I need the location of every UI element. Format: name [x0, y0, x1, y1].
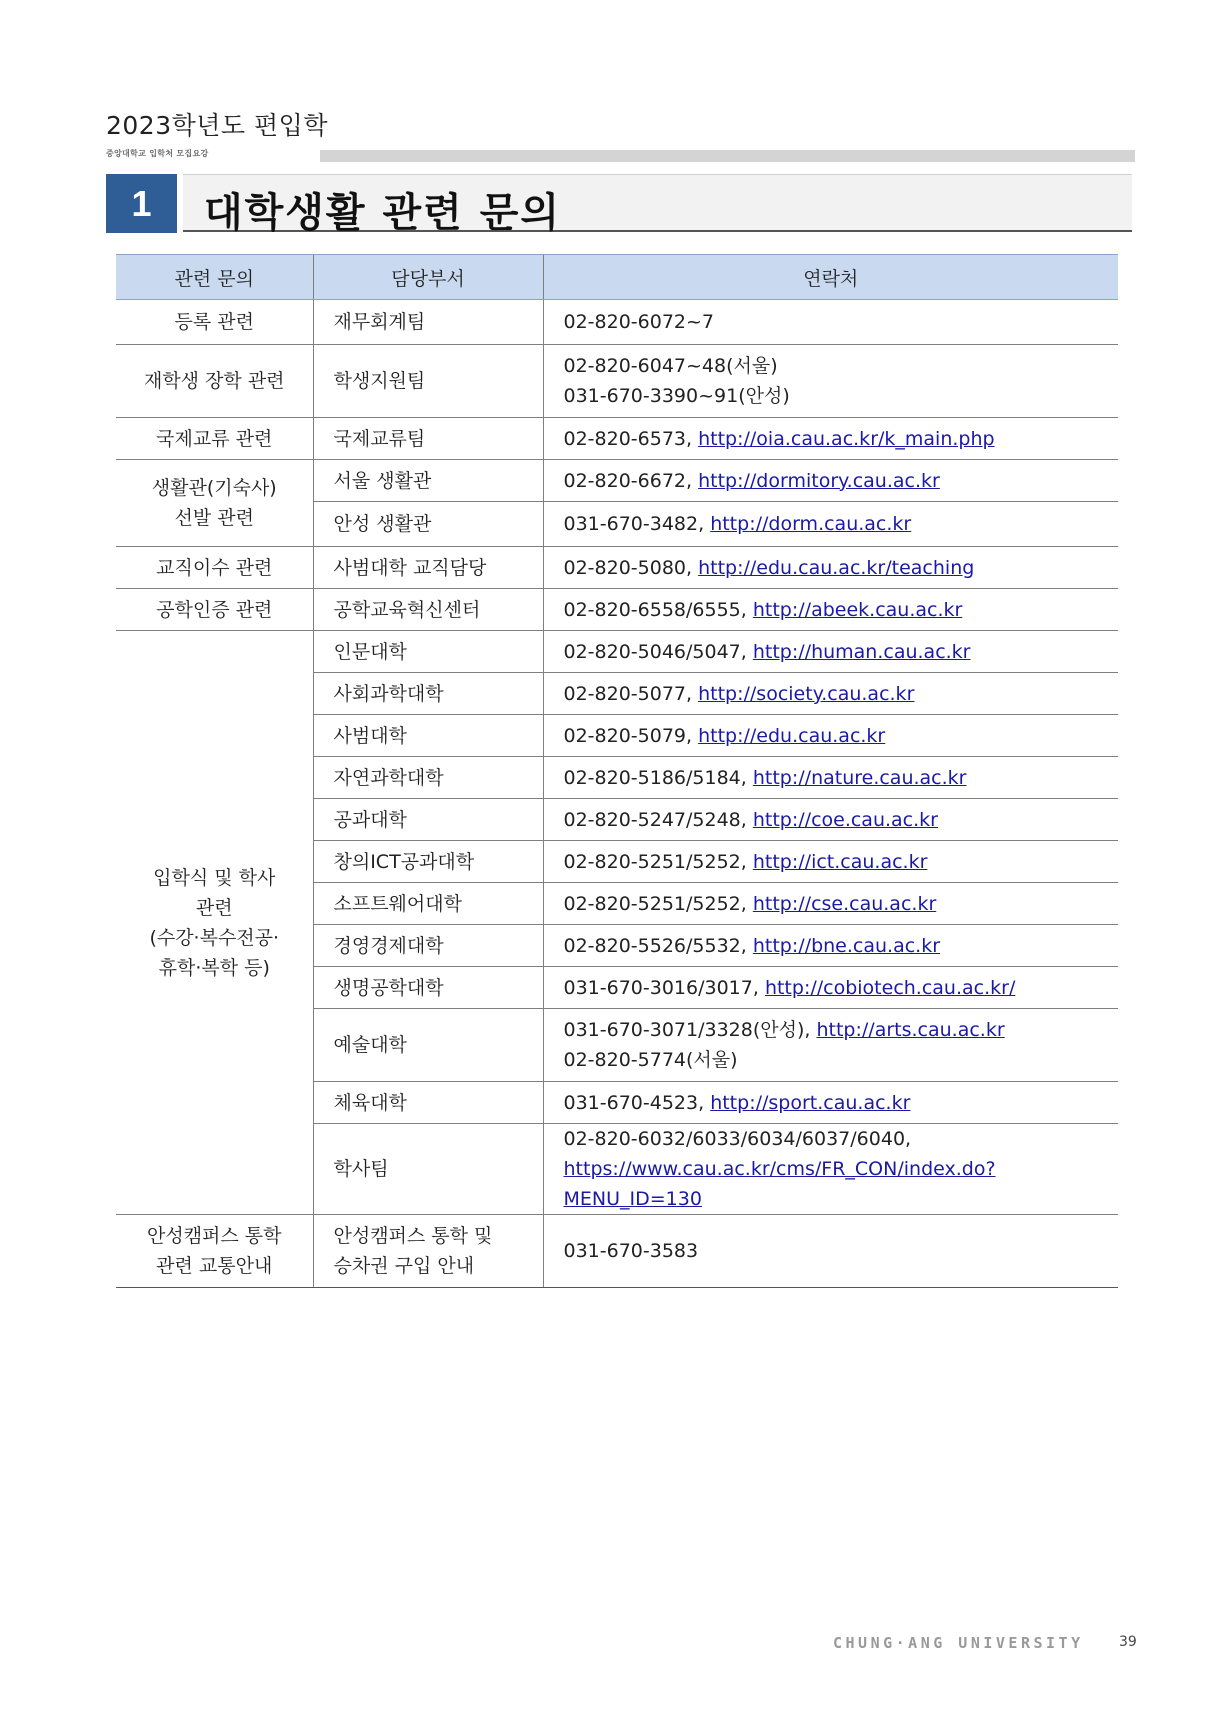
section-number-badge: 1	[106, 174, 177, 233]
contact-cell	[543, 547, 1118, 589]
section-title: 대학생활 관련 문의	[204, 190, 561, 236]
phone-number: 02-820-5247/5248,	[563, 808, 747, 831]
department-cell: 공과대학	[313, 799, 543, 841]
website-link[interactable]: http://edu.cau.ac.kr	[698, 724, 886, 747]
section-header	[106, 174, 1132, 236]
table-header-row	[116, 255, 1118, 300]
table-row	[116, 345, 1118, 418]
website-link[interactable]: http://cobiotech.cau.ac.kr/	[764, 976, 1016, 999]
phone-number: 02-820-6558/6555,	[563, 598, 747, 621]
table-row	[116, 418, 1118, 460]
department-cell: 사범대학 교직담당	[313, 547, 543, 589]
column-header-inquiry: 관련 문의	[116, 255, 313, 300]
phone-number: 02-820-5774(서울)	[563, 1049, 738, 1071]
phone-number: 02-820-5079,	[563, 724, 693, 747]
inquiry-category: 교직이수 관련	[116, 547, 313, 589]
contact-cell	[543, 883, 1118, 925]
inquiry-category: 재학생 장학 관련	[116, 345, 313, 418]
phone-number: 02-820-5077,	[563, 682, 693, 705]
contact-cell	[543, 967, 1118, 1009]
department-cell: 예술대학	[313, 1009, 543, 1082]
website-link[interactable]: http://coe.cau.ac.kr	[752, 808, 938, 831]
contact-cell	[543, 589, 1118, 631]
phone-number: 02-820-6072~7	[563, 311, 715, 333]
website-link[interactable]: http://ict.cau.ac.kr	[752, 850, 928, 873]
contact-cell	[543, 631, 1118, 673]
department-cell: 창의ICT공과대학	[313, 841, 543, 883]
inquiry-category: 공학인증 관련	[116, 589, 313, 631]
department-cell: 사범대학	[313, 715, 543, 757]
website-link[interactable]: http://abeek.cau.ac.kr	[752, 598, 963, 621]
department-cell: 국제교류팀	[313, 418, 543, 460]
website-link[interactable]: http://society.cau.ac.kr	[698, 682, 915, 705]
department-cell: 공학교육혁신센터	[313, 589, 543, 631]
department-cell: 학사팀	[313, 1124, 543, 1215]
phone-number: 02-820-6672,	[563, 469, 693, 492]
website-link[interactable]: http://edu.cau.ac.kr/teaching	[698, 556, 975, 579]
department-cell: 안성 생활관	[313, 502, 543, 547]
inquiry-category: 국제교류 관련	[116, 418, 313, 460]
table-row	[116, 460, 1118, 502]
contact-cell	[543, 418, 1118, 460]
department-cell: 안성캠퍼스 통학 및 승차권 구입 안내	[313, 1215, 543, 1288]
inquiry-category: 안성캠퍼스 통학 관련 교통안내	[116, 1215, 313, 1288]
department-cell: 학생지원팀	[313, 345, 543, 418]
department-cell: 소프트웨어대학	[313, 883, 543, 925]
website-link[interactable]: http://arts.cau.ac.kr	[816, 1019, 1005, 1041]
contact-cell	[543, 1009, 1118, 1082]
contact-cell	[543, 1124, 1118, 1215]
website-link[interactable]: http://dormitory.cau.ac.kr	[698, 469, 940, 492]
contact-cell	[543, 502, 1118, 547]
table-row	[116, 589, 1118, 631]
department-cell: 생명공학대학	[313, 967, 543, 1009]
contact-cell	[543, 1082, 1118, 1124]
website-link[interactable]: http://human.cau.ac.kr	[752, 640, 971, 663]
table-row	[116, 547, 1118, 589]
footer-brand: CHUNG·ANG UNIVERSITY	[833, 1634, 1084, 1652]
phone-number: 02-820-6573,	[563, 427, 693, 450]
contact-cell	[543, 799, 1118, 841]
phone-number: 031-670-3583	[563, 1240, 699, 1262]
website-link[interactable]: http://bne.cau.ac.kr	[752, 934, 941, 957]
website-link[interactable]: https://www.cau.ac.kr/cms/FR_CON/index.do?MENU_ID=130	[563, 1158, 996, 1210]
phone-number: 02-820-5251/5252,	[563, 892, 747, 915]
phone-number: 02-820-5080,	[563, 556, 693, 579]
column-header-department: 담당부서	[313, 255, 543, 300]
phone-number: 02-820-5251/5252,	[563, 850, 747, 873]
phone-number: 02-820-5186/5184,	[563, 766, 747, 789]
department-cell: 서울 생활관	[313, 460, 543, 502]
phone-number: 02-820-6032/6033/6034/6037/6040,	[563, 1128, 912, 1150]
department-cell: 체육대학	[313, 1082, 543, 1124]
phone-number: 031-670-3390~91(안성)	[563, 385, 790, 407]
contact-cell	[543, 841, 1118, 883]
header-divider-bar	[320, 150, 1135, 162]
contact-cell	[543, 757, 1118, 799]
website-link[interactable]: http://sport.cau.ac.kr	[710, 1091, 911, 1114]
table-row	[116, 300, 1118, 345]
website-link[interactable]: http://nature.cau.ac.kr	[752, 766, 967, 789]
department-cell: 사회과학대학	[313, 673, 543, 715]
phone-number: 02-820-5526/5532,	[563, 934, 747, 957]
phone-number: 02-820-5046/5047,	[563, 640, 747, 663]
table-row	[116, 631, 1118, 673]
phone-number: 031-670-3482,	[563, 513, 705, 535]
phone-number: 031-670-4523,	[563, 1091, 705, 1114]
department-cell: 재무회계팀	[313, 300, 543, 345]
contact-cell	[543, 460, 1118, 502]
table-row	[116, 1215, 1118, 1288]
document-title: 2023학년도 편입학	[106, 111, 328, 140]
contact-cell	[543, 715, 1118, 757]
website-link[interactable]: http://cse.cau.ac.kr	[752, 892, 937, 915]
inquiry-category: 등록 관련	[116, 300, 313, 345]
contact-cell	[543, 673, 1118, 715]
phone-number: 02-820-6047~48(서울)	[563, 355, 778, 377]
document-subtitle: 중앙대학교 입학처 모집요강	[106, 149, 209, 158]
column-header-contact: 연락처	[543, 255, 1118, 300]
contact-cell	[543, 1215, 1118, 1288]
phone-number: 031-670-3016/3017,	[563, 976, 759, 999]
website-link[interactable]: http://oia.cau.ac.kr/k_main.php	[698, 427, 995, 450]
inquiry-category: 입학식 및 학사 관련 (수강·복수전공· 휴학·복학 등)	[116, 631, 313, 1215]
website-link[interactable]: http://dorm.cau.ac.kr	[710, 513, 912, 535]
contact-cell	[543, 300, 1118, 345]
page-number: 39	[1119, 1634, 1137, 1650]
department-cell: 경영경제대학	[313, 925, 543, 967]
inquiry-category: 생활관(기숙사) 선발 관련	[116, 460, 313, 547]
department-cell: 인문대학	[313, 631, 543, 673]
contact-cell	[543, 345, 1118, 418]
department-cell: 자연과학대학	[313, 757, 543, 799]
phone-number: 031-670-3071/3328(안성),	[563, 1019, 811, 1041]
contact-table	[116, 254, 1118, 1288]
contact-cell	[543, 925, 1118, 967]
